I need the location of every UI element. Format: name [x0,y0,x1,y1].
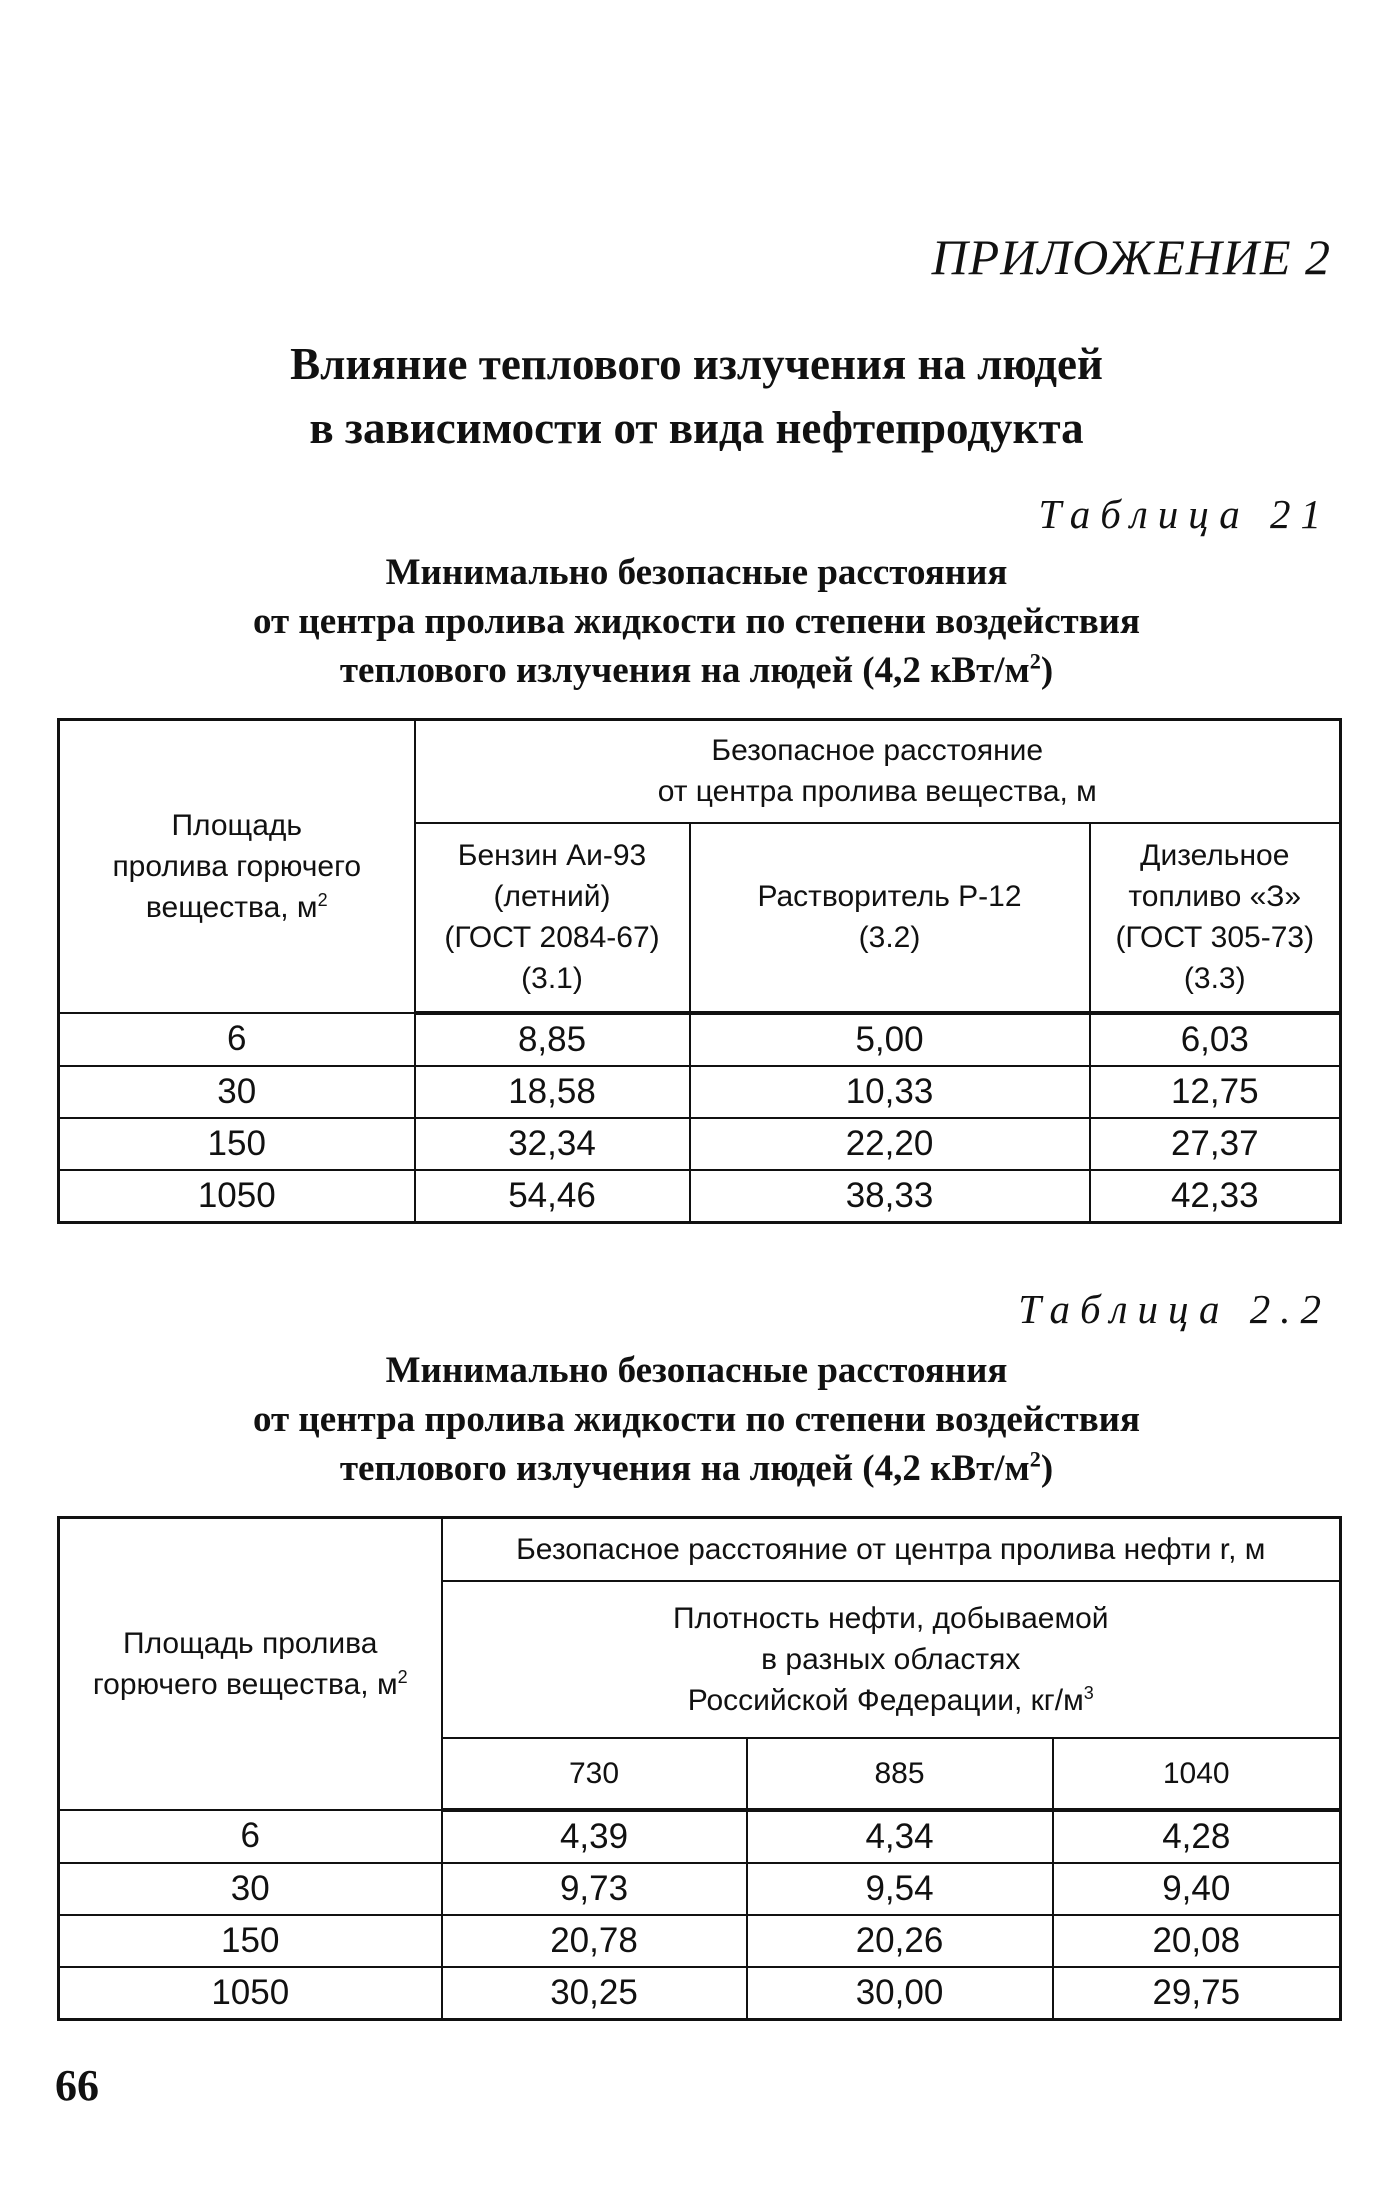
table-cell: 30 [59,1066,415,1118]
table-cell: 6,03 [1090,1013,1341,1066]
page-number: 66 [55,2061,99,2110]
table2-caption-line-2: от центра пролива жидкости по степени воздействия [252,1399,1141,1440]
table-row [59,1013,1341,1066]
table2-caption-line-1: Минимально безопасные расстояния [385,1350,1008,1391]
table-cell: 9,54 [747,1863,1053,1915]
table1-col1-line-3: (ГОСТ 2084-67) [444,921,660,954]
table1 [57,718,1342,1224]
table-cell: 6 [59,1810,442,1863]
table2-caption-close: ) [1040,1448,1054,1489]
table1-header-area-line-3 [60,887,414,928]
table2-density-unit: Российской Федерации, кг/м [687,1683,1084,1717]
page-title [0,332,1393,460]
table2-header-col2: 885 [747,1738,1053,1810]
table2-label: Таблица 2.2 [1018,1286,1331,1332]
table-cell: 30,25 [442,1967,747,2020]
table1-header-group-line-1: Безопасное расстояние [711,734,1044,768]
table-row [59,1915,1341,1967]
table-row [59,1066,1341,1118]
table-cell: 4,28 [1053,1810,1341,1863]
table-cell: 22,20 [690,1118,1090,1170]
table-row [59,1863,1341,1915]
table-cell: 5,00 [690,1013,1090,1066]
table-cell: 42,33 [1090,1170,1341,1223]
table-row [59,1170,1341,1223]
table2-header-col1: 730 [442,1738,747,1810]
table2-caption-sup: 2 [1029,1446,1041,1472]
appendix-heading: ПРИЛОЖЕНИЕ 2 [931,229,1331,285]
table2-density-sup: 3 [1083,1682,1094,1703]
table-row [59,1118,1341,1170]
table1-header-col1 [415,823,690,1013]
table2-density-line-3 [443,1680,1340,1721]
table1-header-area-unit: вещества, м [145,890,318,924]
table-row [59,1810,1341,1863]
table-cell: 10,33 [690,1066,1090,1118]
table2-header-density [442,1581,1341,1738]
table1-caption-sup: 2 [1029,648,1041,674]
table2 [57,1516,1342,2021]
table1-col1-line-2: (летний) [493,880,611,913]
table-cell: 4,34 [747,1810,1053,1863]
page-title-line-1: Влияние теплового излучения на людей [290,339,1103,389]
table2-header-group: Безопасное расстояние от центра пролива нефти r, м [442,1518,1341,1581]
table1-caption-line-1: Минимально безопасные расстояния [385,552,1008,593]
table-cell: 32,34 [415,1118,690,1170]
table-cell: 8,85 [415,1013,690,1066]
table1-col1-line-1: Бензин Аи-93 [457,839,647,872]
table-cell: 9,40 [1053,1863,1341,1915]
table1-header-group [415,720,1341,823]
table-cell: 54,46 [415,1170,690,1223]
table-cell: 38,33 [690,1170,1090,1223]
table-cell: 29,75 [1053,1967,1341,2020]
table2-density-line-2: в разных областях [761,1642,1021,1676]
table-cell: 30,00 [747,1967,1053,2020]
table2-caption-line-3 [0,1444,1393,1493]
table-cell: 1050 [59,1967,442,2020]
table2-header-area-unit: горючего вещества, м [92,1667,398,1701]
table-cell: 20,08 [1053,1915,1341,1967]
table-cell: 20,26 [747,1915,1053,1967]
table1-col2-line-2: (3.2) [858,921,921,954]
table1-col3-line-3: (ГОСТ 305-73) [1115,921,1315,954]
table-cell: 150 [59,1915,442,1967]
table1-label: Таблица 21 [1038,491,1331,537]
table1-caption-line-2: от центра пролива жидкости по степени воздействия [252,601,1141,642]
table2-density-line-1: Плотность нефти, добываемой [672,1601,1109,1635]
table1-header-col2 [690,823,1090,1013]
table-cell: 4,39 [442,1810,747,1863]
table-cell: 30 [59,1863,442,1915]
table2-header-area-sup: 2 [397,1666,408,1687]
table1-header-col3 [1090,823,1341,1013]
table1-col1-line-4: (3.1) [521,962,583,995]
table2-caption [0,1346,1393,1493]
table-cell: 9,73 [442,1863,747,1915]
table1-header-area-line-1: Площадь [171,808,303,842]
table1-caption-close: ) [1040,650,1054,691]
table-cell: 27,37 [1090,1118,1341,1170]
table-cell: 18,58 [415,1066,690,1118]
table1-header-area-line-2: пролива горючего [112,849,362,883]
table1-caption-line-3 [0,646,1393,695]
table1-col2-line-1: Растворитель Р-12 [757,880,1022,913]
table1-header-area [59,720,415,1013]
table-cell: 20,78 [442,1915,747,1967]
table1-col3-line-4: (3.3) [1183,962,1246,995]
table-cell: 6 [59,1013,415,1066]
table2-caption-text: теплового излучения на людей (4,2 кВт/м [339,1448,1030,1489]
table-cell: 150 [59,1118,415,1170]
table-row [59,1967,1341,2020]
table1-header-area-sup: 2 [317,889,328,910]
table1-col3-line-1: Дизельное [1140,839,1290,872]
table-cell: 12,75 [1090,1066,1341,1118]
page-title-line-2: в зависимости от вида нефтепродукта [309,403,1084,453]
table1-col3-line-2: топливо «З» [1128,880,1302,913]
table1-caption-text: теплового излучения на людей (4,2 кВт/м [339,650,1030,691]
table1-caption [0,548,1393,695]
table2-header-area-line-2 [60,1664,441,1705]
table2-header-area-line-1: Площадь пролива [123,1626,378,1660]
table-cell: 1050 [59,1170,415,1223]
table1-header-group-line-2: от центра пролива вещества, м [657,775,1097,809]
table2-header-area [59,1518,442,1810]
table2-header-col3: 1040 [1053,1738,1341,1810]
